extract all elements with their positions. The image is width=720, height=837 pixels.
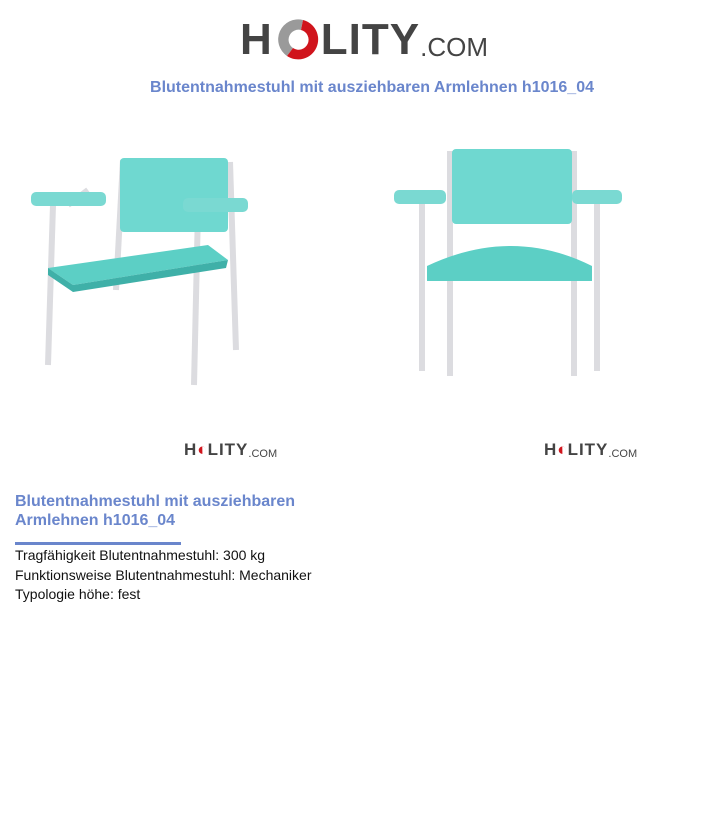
small-logo-2 (544, 440, 637, 460)
logo-h: H (184, 440, 198, 459)
logo-lity: LITY (207, 440, 249, 459)
logo-com: .COM (608, 448, 638, 460)
divider (15, 542, 181, 545)
logo-lity: LITY (567, 440, 609, 459)
small-logo-1 (184, 440, 277, 460)
logo-com: .COM (420, 32, 488, 62)
logo-ring-icon: ◐ (557, 440, 568, 459)
chair-image-front[interactable] (392, 146, 624, 384)
spec-item: Funktionsweise Blutentnahmestuhl: Mechaniker (15, 566, 312, 583)
spec-item: Tragfähigkeit Blutentnahmestuhl: 300 kg (15, 547, 266, 563)
logo-lity: LITY (320, 15, 421, 64)
logo-ring-icon (273, 16, 321, 62)
chair-image-side[interactable] (28, 150, 258, 395)
product-title: Blutentnahmestuhl mit ausziehbaren Armlehnen h1016_04 (15, 493, 296, 529)
logo-ring-icon: ◐ (197, 440, 208, 459)
spec-list (15, 546, 312, 605)
logo-com: .COM (248, 448, 278, 460)
holity-logo[interactable] (240, 16, 488, 62)
logo-h: H (544, 440, 558, 459)
spec-item: Typologie höhe: fest (15, 586, 141, 602)
page-title: Blutentnahmestuhl mit ausziehbaren Armlehnen h1016_04 (150, 79, 594, 96)
logo-h: H (240, 15, 273, 64)
